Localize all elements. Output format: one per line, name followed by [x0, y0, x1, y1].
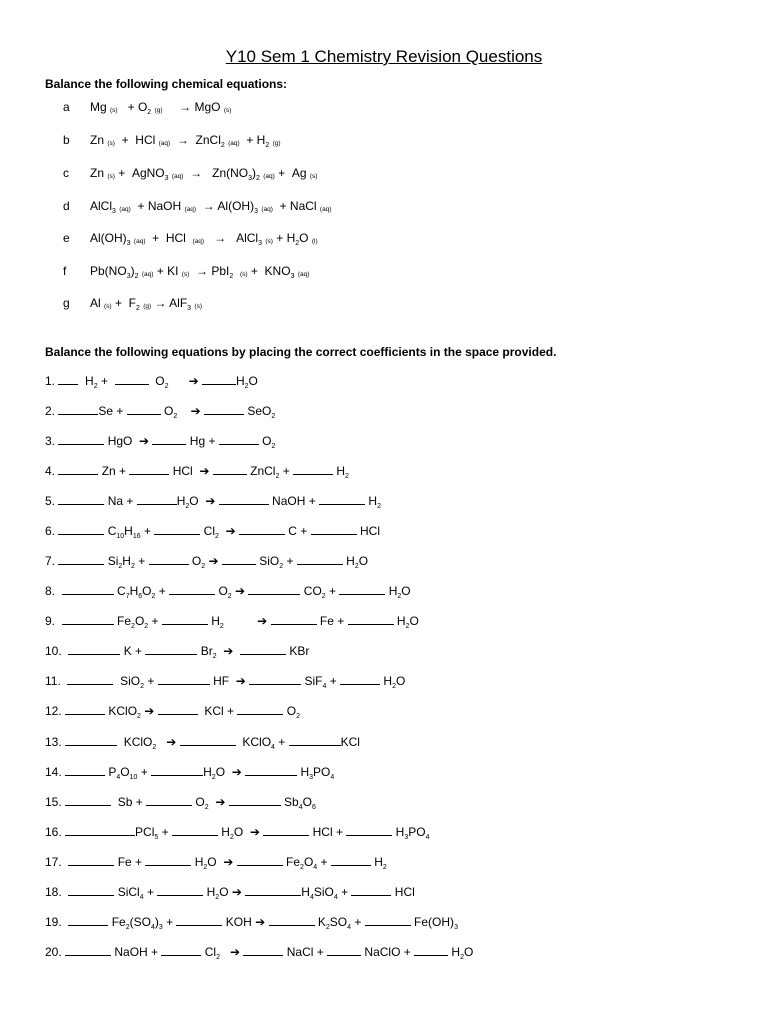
question-10: 10. $K + Br_2$ ➔ KBr [45, 644, 310, 660]
item-label: f [63, 264, 67, 278]
question-6: 6. $C_{10}H_{16} + Cl_2$ ➔ C + HCl [45, 524, 380, 540]
question-15: 15. $Sb + O_2$ ➔ $Sb_4O_6$ [45, 795, 316, 811]
equation-b: Zn (s) + HCl (aq) → ZnCl$_2$ $(aq) + H_2$ (g) [90, 133, 281, 149]
question-13: 13. KClO$_2$ ➔ KClO$_4$ + KCl [45, 735, 360, 751]
item-label: d [63, 199, 70, 213]
item-label: c [63, 166, 69, 180]
question-9: 9. $Fe_2O_2 + H_2$ ➔ $Fe + H_2O$ [45, 614, 419, 630]
question-17: 17. $Fe + H_2O$ ➔ $Fe_2O_4 + H_2$ [45, 855, 387, 871]
question-14: 14. $P_4O_{10} + H_2O$ ➔ $H_3PO_4$ [45, 765, 335, 781]
section-b-heading: Balance the following equations by placing the correct coefficients in the space provided. [45, 345, 557, 359]
question-16: 16. $PCl_5 + H_2O$ ➔ HCl + $H_3PO_4$ [45, 825, 430, 841]
question-18: 18. SiCl$_4$ + $H_2O$ ➔ $H_4SiO_4$ + HCl [45, 885, 415, 901]
section-a-heading: Balance the following chemical equations: [45, 77, 288, 91]
question-7: 7. $Si_2H_2 + O_2$ ➔ $SiO_2 + H_2O$ [45, 554, 369, 570]
equation-e: $Al(OH)_3$ (aq) + HCl (aq) → AlCl$_3$ $(s) + H_2O$ (l) [90, 231, 318, 247]
item-label: a [63, 100, 70, 114]
question-5: 5. $Na + H_2O$ ➔ NaOH + $H_2$ [45, 494, 381, 510]
question-11: 11. SiO$_2$ + HF ➔ $SiF_4 + H_2O$ [45, 674, 406, 690]
equation-f: $Pb(NO_3)_2$ (aq) + KI (s) → PbI$_2$ $(s) + KNO_3$ (aq) [90, 264, 310, 280]
page-title: Y10 Sem 1 Chemistry Revision Questions [225, 47, 543, 66]
item-label: g [63, 296, 70, 310]
item-label: b [63, 133, 70, 147]
item-label: e [63, 231, 70, 245]
question-12: 12. KClO$_2$ ➔ KCl + $O_2$ [45, 704, 300, 720]
question-4: 4. Zn + HCl ➔ ZnCl$_2$ + $H_2$ [45, 464, 349, 480]
equation-c: Zn (s) + AgNO$_3$ $(aq) \to Zn(NO_3)_2$ (aq) + Ag (s) [90, 166, 318, 182]
question-2: 2. $Se + O_2$ ➔ SeO$_2$ [45, 404, 276, 420]
question-1: 1. $H_2$ + $O_2$ ➔ $H_2O$ [45, 374, 258, 390]
question-19: 19. $Fe_2(SO_4)_3$ + KOH ➔ $K_2SO_4 + Fe(OH)_3$ [45, 915, 458, 931]
question-3: 3. HgO ➔ $Hg + O_2$ [45, 434, 276, 450]
equation-a: Mg $(s) + O_2$ (g) → MgO (s) [90, 100, 232, 116]
question-8: 8. $C_7H_6O_2 + O_2$ ➔ $CO_2 + H_2O$ [45, 584, 411, 600]
equation-g: Al $(s) + F_2$ (g) → AlF$_3$ (s) [90, 296, 203, 312]
question-20: 20. NaOH + $Cl_2$ ➔ NaCl + NaClO + $H_2O$ [45, 945, 474, 961]
equation-d: AlCl$_3$ (aq) + NaOH $(aq) \to Al(OH)_3$ (aq) + NaCl (aq) [90, 199, 332, 215]
